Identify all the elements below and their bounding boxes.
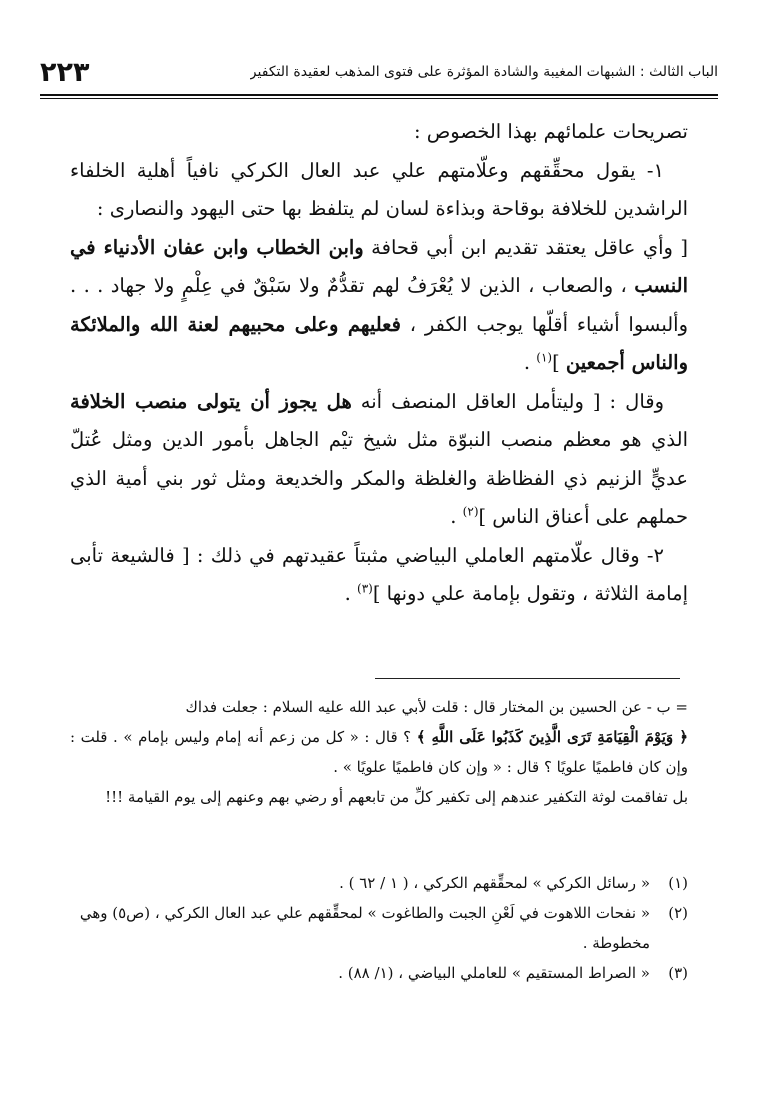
footnote-line-2 [70,722,688,782]
paragraph-2-text: ٢- وقال علّامتهم العاملي البياضي مثبتاً عقيدتهم في ذلك : [ فالشيعة تأبى إمامة الثلاثة ، وتقول بإمامة علي دونها ] [70,543,688,605]
footnote-number: (٣) [668,964,688,982]
footnote-number: (١) [668,874,688,892]
quote-1 [70,229,688,383]
quote-1-bold-d: فعليهم وعلى محبيهم لعنة الله والملائكة والناس أجمعين [70,312,688,374]
header-rule-thin [40,98,718,99]
footnote-2 [70,898,688,958]
quote-2-end: . [450,505,463,528]
footnote-text: « نفحات اللاهوت في لَعْنِ الجبت والطاغوت » لمحقِّقهم علي عبد العال الكركي ، (ص٥) وهي مخطوطة . [79,904,650,952]
header-rule [40,94,718,96]
footnote-ref-3[interactable]: (٣) [357,581,373,596]
footnote-1 [70,868,688,898]
quote-2-bold: هل يجوز أن يتولى منصب الخلافة [70,389,352,413]
main-text [70,113,688,614]
quote-1-part-a: [ وأي عاقل يعتقد تقديم ابن أبي قحافة [363,235,688,259]
quote-2 [70,383,688,537]
footnote-number: (٢) [668,904,688,922]
page-header [40,52,718,92]
quote-1-part-c: ، والصعاب ، الذين لا يُعْرَفُ لهم تقدُّمٌ ولا سَبْقٌ في عِلْمٍ ولا جهاد . . . وألبسوا أشياء أقلّها يوجب الكفر ، [70,274,688,336]
intro-line: تصريحات علمائهم بهذا الخصوص : [413,120,688,143]
footnotes-list [70,868,688,988]
footnote-text: « الصراط المستقيم » للعاملي البياضي ، (١/ ٨٨) . [338,964,650,982]
quote-1-end: . [523,351,537,374]
footnote-separator [375,678,680,679]
footnote-ref-2[interactable]: (٢) [462,504,479,519]
quote-1-bold-a: وابن الخطاب وابن عفان الأدنياء في النسب [70,235,688,297]
footnote-line-1: = ب - عن الحسين بن المختار قال : قلت لأبي عبد الله عليه السلام : جعلت فداك [185,698,688,716]
running-title: الباب الثالث : الشبهات المغيبة والشادة المؤثرة على فتوى المذهب لعقيدة التكفير [249,64,718,80]
footnote-ref-1[interactable]: (١) [536,350,553,365]
footnote-text: « رسائل الكركي » لمحقِّقهم الكركي ، ( ١ / ٦٢ ) . [339,874,650,892]
footnote-3 [70,958,688,988]
paragraph-2 [70,537,688,614]
footnote-continuation [70,692,688,812]
quran-verse: ﴿ وَيَوْمَ الْقِيَامَةِ تَرَى الَّذِينَ كَذَبُوا عَلَى اللَّهِ ﴾ [416,728,688,746]
page-number: ٢٢٣ [40,56,90,88]
footnote-line-3: بل تفاقمت لوثة التكفير عندهم إلى تكفير كلِّ من تابعهم أو رضي بهم وعنهم إلى يوم القيامة !!! [105,788,688,806]
quote-2-part-a: وقال : [ وليتأمل العاقل المنصف أنه [351,389,664,413]
footnote-line-2-rest: ؟ قال : « كل من زعم أنه إمام وليس بإمام » . قلت : وإن كان فاطميًا علويًا ؟ قال : « وإن كان فاطميًا علويًا » . [70,728,688,776]
quote-2-part-c: الذي هو معظم منصب النبوّة مثل شيخ تيْم الجاهل بأمور الدين ومثل عُتلّ عديٍّ الزنيم ذي الفظاظة والغلظة والمكر والخديعة ومثل ثور بني أمية الذي حملهم على أعناق الناس ] [70,428,688,528]
quote-1-close: ] [552,351,566,374]
paragraph-1: ١- يقول محقِّقهم وعلّامتهم علي عبد العال الكركي نافياً أهلية الخلفاء الراشدين للخلافة بوقاحة وبذاءة لسان لم يتلفظ بها حتى اليهود والنصارى : [70,158,688,220]
paragraph-2-end: . [344,582,357,605]
